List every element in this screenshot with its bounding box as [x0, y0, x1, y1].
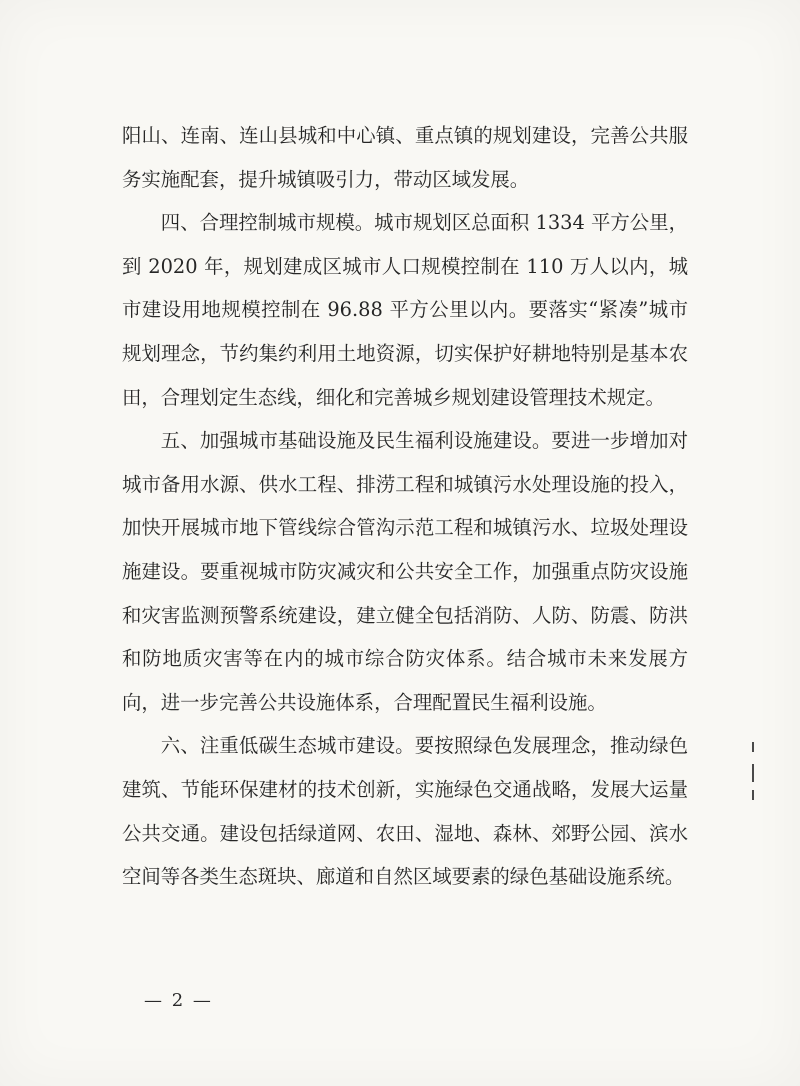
document-body [122, 114, 688, 899]
page-number: — 2 — [144, 990, 213, 1011]
paragraph-continuation: 阳山、连南、连山县城和中心镇、重点镇的规划建设，完善公共服务实施配套，提升城镇吸引力，带动区域发展。 [122, 124, 688, 191]
paragraph-section-5: 五、加强城市基础设施及民生福利设施建设。要进一步增加对城市备用水源、供水工程、排涝工程和城镇污水处理设施的投入，加快开展城市地下管线综合管沟示范工程和城镇污水、垃圾处理设施建设。要重视城市防灾减灾和公共安全工作，加强重点防灾设施和灾害监测预警系统建设，建立健全包括消防、人防、防震、防洪和防地质灾害等在内的城市综合防灾体系。结合城市未来发展方向，进一步完善公共设施体系，合理配置民生福利设施。 [122, 429, 688, 714]
paragraph-section-4: 四、合理控制城市规模。城市规划区总面积 1334 平方公里，到 2020 年，规划建成区城市人口规模控制在 110 万人以内，城市建设用地规模控制在 96.88 平方公里以内。要落实“紧凑”城市规划理念，节约集约利用土地资源，切实保护好耕地特别是基本农田，合理划定生态线，细化和完善城乡规划建设管理技术规定。 [122, 211, 688, 409]
binding-mark-decoration [750, 742, 756, 802]
paragraph-section-6: 六、注重低碳生态城市建设。要按照绿色发展理念，推动绿色建筑、节能环保建材的技术创新，实施绿色交通战略，发展大运量公共交通。建设包括绿道网、农田、湿地、森林、郊野公园、滨水空间等各类生态斑块、廊道和自然区域要素的绿色基础设施系统。 [122, 734, 688, 889]
